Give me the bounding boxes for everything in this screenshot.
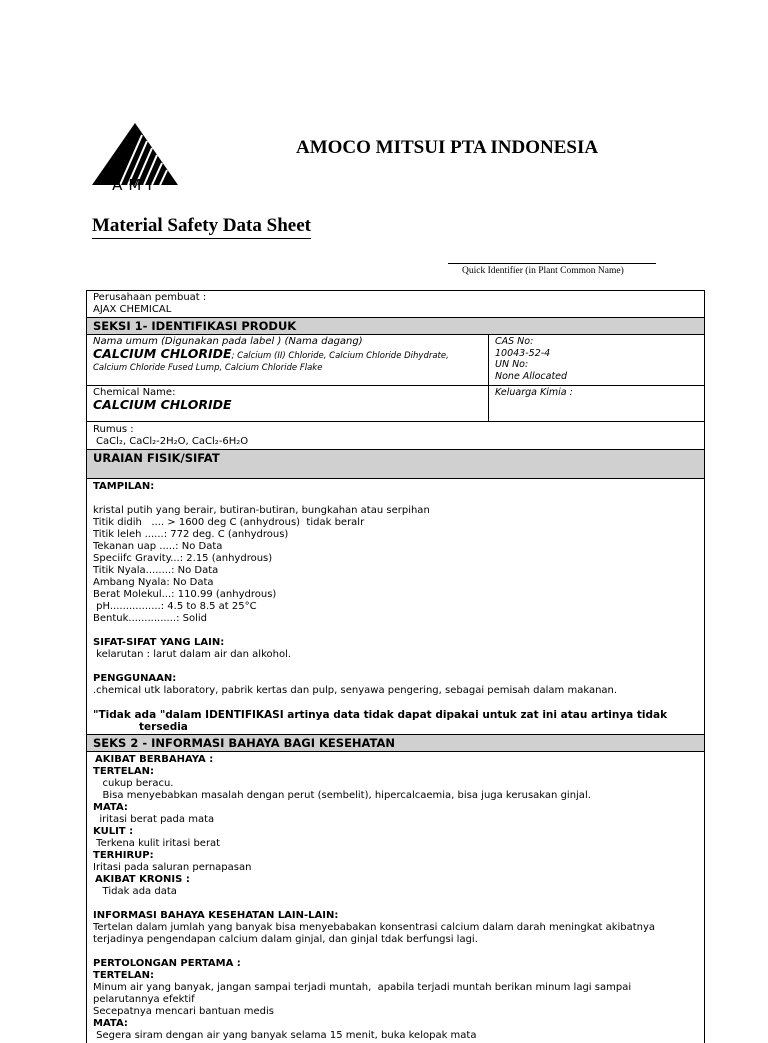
logo-text: AMI bbox=[112, 176, 158, 194]
chemical-name-row bbox=[87, 386, 704, 422]
formula-label: Rumus : bbox=[93, 424, 134, 435]
health-subheading: TERTELAN: bbox=[93, 970, 155, 981]
health-text-line: Terkena kulit iritasi berat bbox=[93, 838, 221, 849]
health-subheading: AKIBAT BERBAHAYA : bbox=[95, 754, 214, 765]
health-subheading: TERHIRUP: bbox=[93, 850, 154, 861]
manufacturer-label: Perusahaan pembuat : bbox=[93, 292, 207, 303]
formula-cell bbox=[87, 422, 704, 450]
document-title: Material Safety Data Sheet bbox=[92, 215, 311, 239]
section2-header: SEKS 2 - INFORMASI BAHAYA BAGI KESEHATAN bbox=[87, 735, 704, 752]
health-subheading: AKIBAT KRONIS : bbox=[95, 874, 190, 885]
health-subheading: MATA: bbox=[93, 802, 128, 813]
chemical-name-cell bbox=[87, 386, 489, 421]
manufacturer-cell bbox=[87, 291, 704, 318]
health-text-line: Iritasi pada saluran pernapasan bbox=[93, 862, 252, 873]
product-synonyms-2: Calcium Chloride Fused Lump, Calcium Chloride Flake bbox=[93, 363, 323, 373]
un-label: UN No: bbox=[495, 359, 529, 370]
property-line: Titik didih .... > 1600 deg C (anhydrous) tidak beralr bbox=[93, 517, 365, 528]
health-text-line: terjadinya pengendapan calcium dalam ginjal, dan ginjal tdak berfungsi lagi. bbox=[93, 934, 478, 945]
usage-label: PENGGUNAAN: bbox=[93, 673, 177, 684]
note-line-1: "Tidak ada "dalam IDENTIFIKASI artinya data tidak dapat dipakai untuk zat ini atau artinya tidak bbox=[93, 709, 668, 721]
other-properties-label: SIFAT-SIFAT YANG LAIN: bbox=[93, 637, 225, 648]
section2-body bbox=[87, 752, 704, 1043]
property-line: Speciifc Gravity...: 2.15 (anhydrous) bbox=[93, 553, 273, 564]
other-properties-value: kelarutan : larut dalam air dan alkohol. bbox=[93, 649, 292, 660]
health-text-line bbox=[93, 946, 698, 958]
health-text-line: Bisa menyebabkan masalah dengan perut (sembelit), hipercalcaemia, bisa juga kerusakan ginjal. bbox=[93, 790, 591, 801]
names-label: Nama umum (Digunakan pada label ) (Nama dagang) bbox=[93, 336, 363, 347]
manufacturer-value: AJAX CHEMICAL bbox=[93, 304, 172, 315]
formula-value: CaCl₂, CaCl₂-2H₂O, CaCl₂-6H₂O bbox=[96, 436, 249, 447]
cas-un-cell bbox=[489, 335, 704, 385]
chemical-name-value: CALCIUM CHLORIDE bbox=[93, 397, 232, 412]
property-line: kristal putih yang berair, butiran-butiran, bungkahan atau serpihan bbox=[93, 505, 430, 516]
health-subheading: TERTELAN: bbox=[93, 766, 155, 777]
property-line: Ambang Nyala: No Data bbox=[93, 577, 214, 588]
un-value: None Allocated bbox=[495, 370, 568, 382]
health-text-line: Secepatnya mencari bantuan medis bbox=[93, 1006, 274, 1017]
company-name: AMOCO MITSUI PTA INDONESIA bbox=[296, 137, 599, 158]
health-text-line: Tidak ada data bbox=[93, 886, 177, 897]
health-subheading: MATA: bbox=[93, 1018, 128, 1029]
product-name: CALCIUM CHLORIDE bbox=[93, 346, 232, 361]
health-text-line: Minum air yang banyak, jangan sampai terjadi muntah, apabila terjadi muntah berikan minum lagi sampai bbox=[93, 982, 632, 993]
usage-value: .chemical utk laboratory, pabrik kertas dan pulp, senyawa pengering, sebagai pemisah dalam makanan. bbox=[93, 685, 618, 696]
family-label: Keluarga Kimia : bbox=[495, 387, 573, 398]
health-text-line: cukup beracu. bbox=[93, 778, 174, 789]
quick-identifier-line bbox=[448, 263, 656, 264]
health-text-line: Tertelan dalam jumlah yang banyak bisa menyebabakan konsentrasi calcium dalam darah meningkat akibatnya bbox=[93, 922, 656, 933]
chemical-name-label: Chemical Name: bbox=[93, 387, 176, 398]
health-text-line bbox=[93, 898, 698, 910]
product-names-cell bbox=[87, 335, 489, 385]
property-line: Berat Molekul...: 110.99 (anhydrous) bbox=[93, 589, 277, 600]
appearance-list bbox=[93, 505, 698, 625]
note-line-2: tersedia bbox=[139, 721, 188, 733]
section1-header: SEKSI 1- IDENTIFIKASI PRODUK bbox=[87, 318, 704, 335]
property-line: Tekanan uap .....: No Data bbox=[93, 541, 223, 552]
health-subheading: INFORMASI BAHAYA KESEHATAN LAIN-LAIN: bbox=[93, 910, 339, 921]
product-synonyms-1: ; Calcium (II) Chloride, Calcium Chloride Dihydrate, bbox=[231, 351, 449, 361]
appearance-label: TAMPILAN: bbox=[93, 481, 155, 492]
cas-value: 10043-52-4 bbox=[495, 347, 551, 359]
quick-identifier-label: Quick Identifier (in Plant Common Name) bbox=[462, 266, 624, 276]
product-identity-row bbox=[87, 335, 704, 386]
physical-header: URAIAN FISIK/SIFAT bbox=[87, 450, 704, 479]
msds-table bbox=[86, 290, 705, 1043]
property-line: Titik Nyala........: No Data bbox=[93, 565, 219, 576]
health-text-line: iritasi berat pada mata bbox=[93, 814, 215, 825]
property-line: Titik leleh ......: 772 deg. C (anhydrous) bbox=[93, 529, 289, 540]
property-line: pH................: 4.5 to 8.5 at 25°C bbox=[93, 601, 257, 612]
physical-body bbox=[87, 479, 704, 735]
health-text-line: Segera siram dengan air yang banyak selama 15 menit, buka kelopak mata bbox=[93, 1030, 477, 1041]
note-text bbox=[93, 709, 698, 733]
health-subheading: PERTOLONGAN PERTAMA : bbox=[93, 958, 241, 969]
cas-label: CAS No: bbox=[495, 336, 534, 347]
family-cell bbox=[489, 386, 704, 421]
health-text-line: pelarutannya efektif bbox=[93, 994, 195, 1005]
property-line: Bentuk...............: Solid bbox=[93, 613, 207, 624]
health-subheading: KULIT : bbox=[93, 826, 134, 837]
